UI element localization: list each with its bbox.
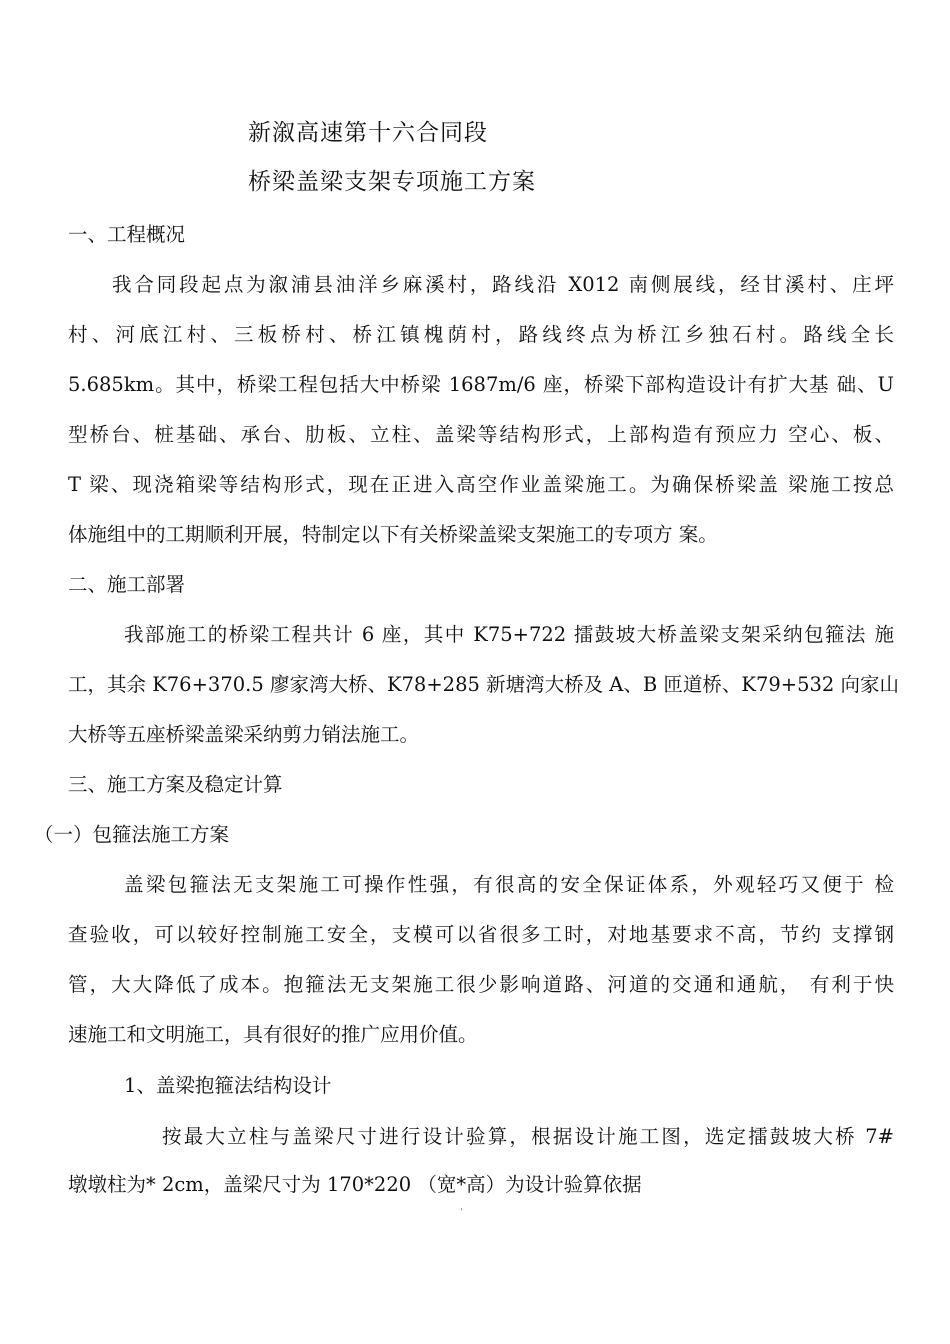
list-item-heading: 1、盖梁抱箍法结构设计 xyxy=(124,1074,332,1097)
document-title-line-1: 新溆高速第十六合同段 xyxy=(248,120,488,146)
paragraph-line: 我部施工的桥梁工程共计 6 座，其中 K75+722 擂鼓坡大桥盖梁支架采纳包箍法 施 xyxy=(124,623,894,646)
paragraph-line: 速施工和文明施工，具有很好的推广应用价值。 xyxy=(68,1023,478,1046)
document-title-line-2: 桥梁盖梁支架专项施工方案 xyxy=(248,169,536,195)
paragraph-line: 墩墩柱为* 2cm，盖梁尺寸为 170*220 （宽*高）为设计验算依据 xyxy=(68,1173,642,1196)
paragraph-line: 工，其余 K76+370.5 廖家湾大桥、K78+285 新塘湾大桥及 A、B 匝道桥、K79+532 向家山 xyxy=(68,673,900,696)
paragraph-line: 按最大立柱与盖梁尺寸进行设计验算，根据设计施工图，选定擂鼓坡大桥 7# xyxy=(162,1125,894,1148)
paragraph-line: 体施组中的工期顺利开展，特制定以下有关桥梁盖梁支架施工的专项方 案。 xyxy=(68,523,718,546)
section-heading-overview: 一、工程概况 xyxy=(68,223,186,246)
paragraph-line: 管，大大降低了成本。抱箍法无支架施工很少影响道路、河道的交通和通航， 有利于快 xyxy=(68,973,894,996)
paragraph-line: 盖梁包箍法无支架施工可操作性强，有很高的安全保证体系，外观轻巧又便于 检 xyxy=(124,873,894,896)
paragraph-line: 我合同段起点为溆浦县油洋乡麻溪村，路线沿 X012 南侧展线，经甘溪村、庄坪 xyxy=(112,273,894,296)
section-heading-plan: 三、施工方案及稳定计算 xyxy=(68,773,283,796)
paragraph-line: T 梁、现浇箱梁等结构形式，现在正进入高空作业盖梁施工。为确保桥梁盖 梁施工按总 xyxy=(68,473,894,496)
paragraph-line: 型桥台、桩基础、承台、肋板、立柱、盖梁等结构形式，上部构造有预应力 空心、板、 xyxy=(68,423,894,446)
paragraph-line: 查验收，可以较好控制施工安全，支模可以省很多工时，对地基要求不高，节约 支撑钢 xyxy=(68,923,894,946)
paragraph-line: 5.685km。其中，桥梁工程包括大中桥梁 1687m/6 座，桥梁下部构造设计有扩大基 础、U xyxy=(68,373,894,396)
paragraph-line: 村、河底江村、三板桥村、桥江镇槐荫村，路线终点为桥江乡独石村。路线全长 xyxy=(68,323,894,346)
page-footer-mark: ˈ xyxy=(460,1208,463,1219)
section-heading-deployment: 二、施工部署 xyxy=(68,573,186,596)
subsection-heading: （一）包箍法施工方案 xyxy=(34,823,230,846)
paragraph-line: 大桥等五座桥梁盖梁采纳剪力销法施工。 xyxy=(68,723,420,746)
